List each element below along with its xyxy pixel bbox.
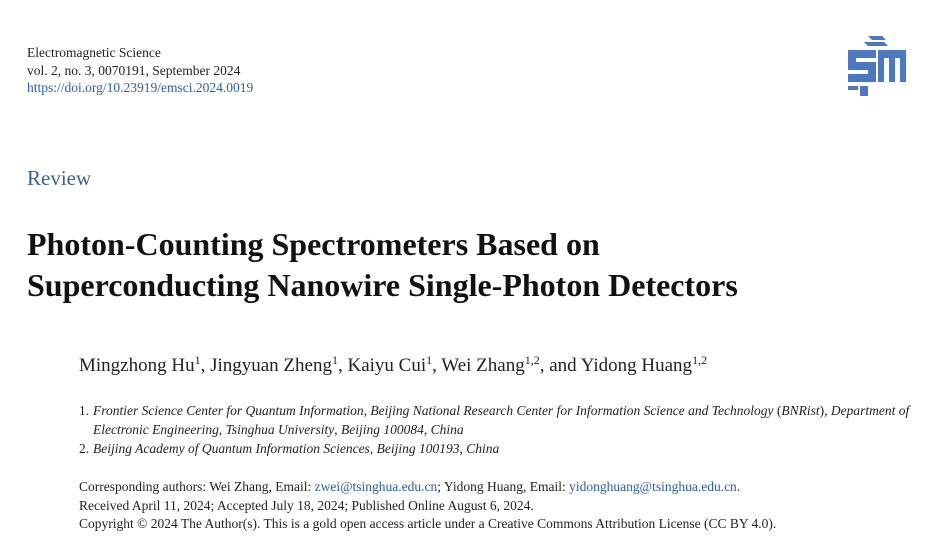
author-name: Jingyuan Zheng xyxy=(210,355,332,376)
affiliation-2: 2. Beijing Academy of Quantum Information Sciences, Beijing 100193, China xyxy=(79,441,500,456)
correspondence xyxy=(79,478,776,534)
journal-info xyxy=(27,44,253,97)
author-affiliation: 1 xyxy=(331,353,338,367)
copyright-notice: Copyright © 2024 The Author(s). This is a gold open access article under a Creative Commons Attribution License (CC BY 4.0). xyxy=(79,516,777,531)
email-link[interactable]: zwei@tsinghua.edu.cn xyxy=(314,479,438,494)
author-affiliation: 1 xyxy=(426,353,433,367)
author-affiliation: 1,2 xyxy=(524,353,540,367)
author-name: Yidong Huang xyxy=(580,355,693,376)
publication-dates: Received April 11, 2024; Accepted July 18, 2024; Published Online August 6, 2024. xyxy=(79,497,534,513)
journal-name: Electromagnetic Science xyxy=(27,45,161,60)
affiliation-number: 2. xyxy=(79,441,90,456)
journal-logo-icon xyxy=(838,34,908,98)
journal-issue: vol. 2, no. 3, 0070191, September 2024 xyxy=(27,62,241,78)
affiliation-1: 1. Frontier Science Center for Quantum Information, Beijing National Research Center for Information Science and Technology (BNRist), Department of Electronic Engineering, Tsinghua University, Beijing 100084, China xyxy=(79,403,910,437)
author-name: Mingzhong Hu xyxy=(79,355,195,376)
title-line-1: Photon-Counting Spectrometers Based on xyxy=(27,226,600,262)
title-line-2: Superconducting Nanowire Single-Photon Detectors xyxy=(27,267,738,303)
doi-link[interactable]: https://doi.org/10.23919/emsci.2024.0019 xyxy=(27,80,254,95)
author-affiliation: 1,2 xyxy=(692,353,708,367)
author-affiliation: 1 xyxy=(194,353,201,367)
article-type: Review xyxy=(27,166,92,190)
author-name: Wei Zhang xyxy=(441,355,525,376)
author-list: Mingzhong Hu$^1$, Jingyuan Zheng$^1$, Kaiyu Cui$^1$, Wei Zhang$^{1,2}$, and Yidong Huang$^{1,2}$ xyxy=(79,353,708,376)
author-name: Kaiyu Cui xyxy=(347,355,427,376)
paper-title xyxy=(27,224,907,306)
affiliations xyxy=(79,401,919,458)
corresponding-authors: Corresponding authors: Wei Zhang, Email: zwei@tsinghua.edu.cn; Yidong Huang, Email: yidonghuang@tsinghua.edu.cn. xyxy=(79,479,741,494)
affiliation-number: 1. xyxy=(79,403,90,418)
email-link[interactable]: yidonghuang@tsinghua.edu.cn xyxy=(569,479,737,494)
